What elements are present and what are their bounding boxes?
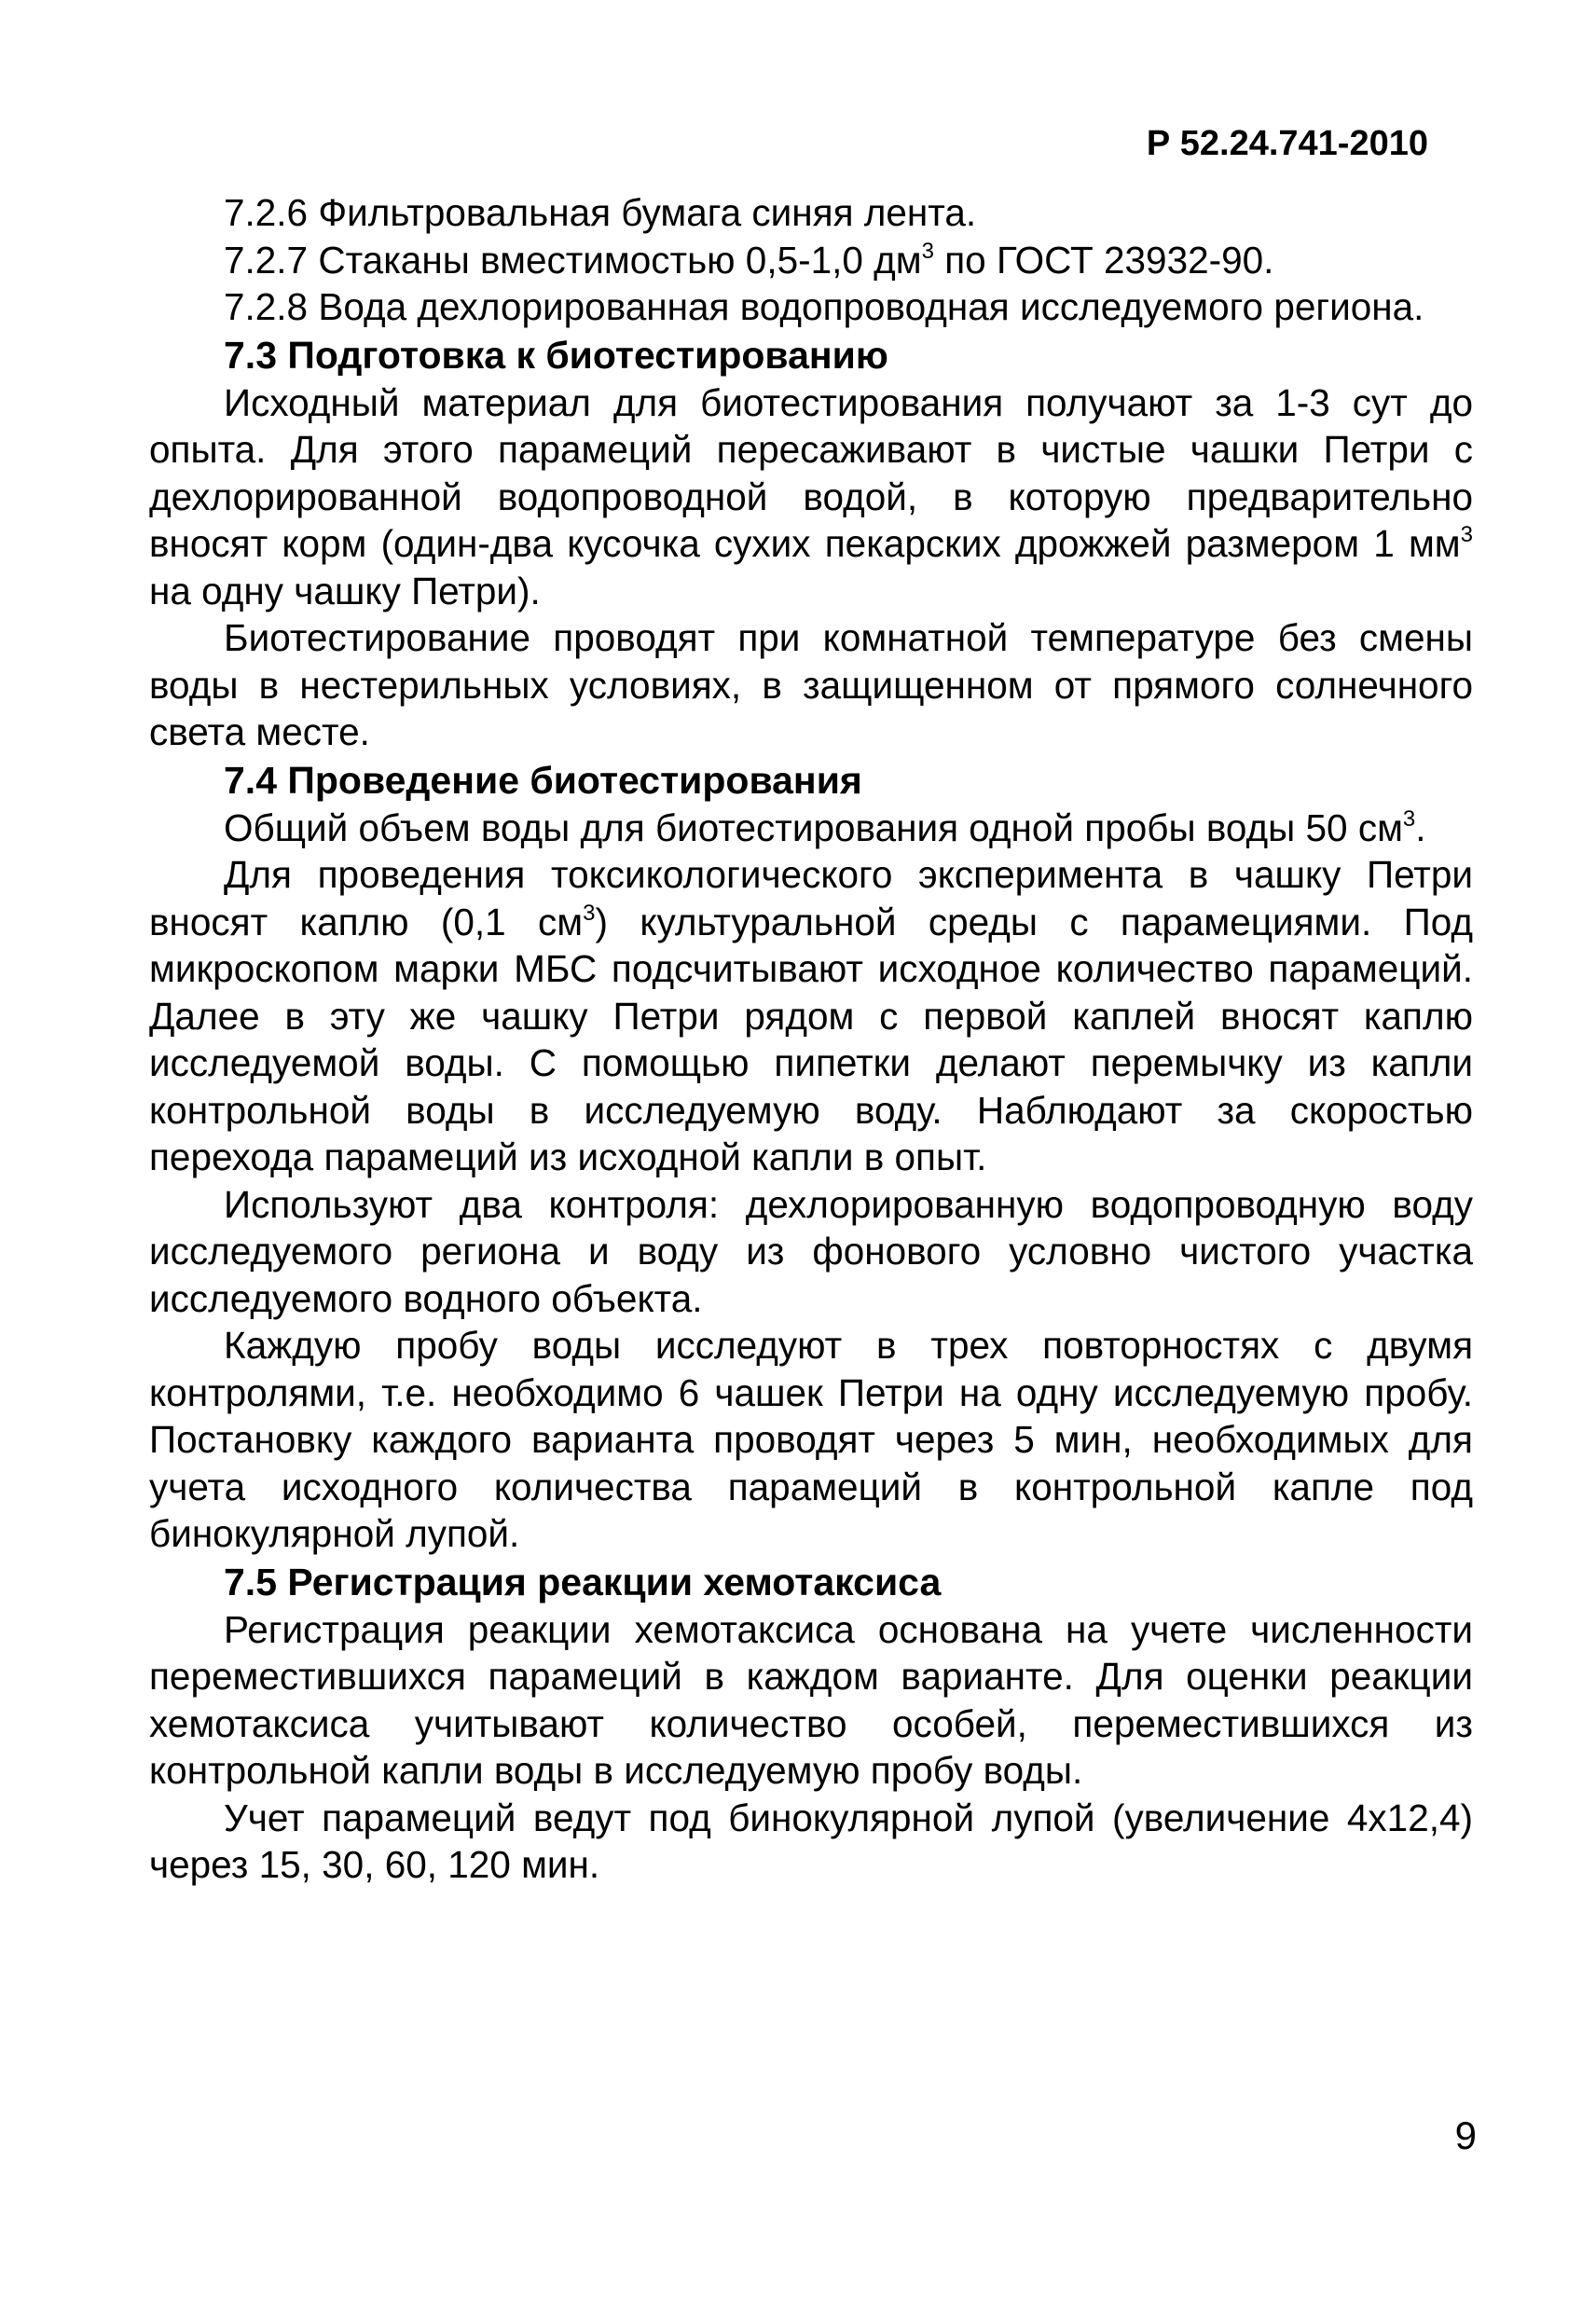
- page-number: 9: [1454, 2113, 1477, 2157]
- item-text: 7.2.7 Стаканы вместимостью 0,5-1,0 дм: [224, 238, 922, 282]
- superscript: 3: [583, 900, 596, 926]
- list-item-7-2-7: [149, 237, 1473, 284]
- item-text-after: по ГОСТ 23932-90.: [933, 238, 1274, 282]
- paragraph: [149, 805, 1473, 852]
- paragraph: Биотестирование проводят при комнатной температуре без смены воды в нестерильных условиях, в защищенном от прямого солнечного света месте.: [149, 616, 1473, 753]
- paragraph: [149, 379, 1473, 615]
- document-code: Р 52.24.741-2010: [1146, 124, 1428, 163]
- section-heading-7-5: 7.5 Регистрация реакции хемотаксиса: [224, 1560, 942, 1603]
- item-text: 7.2.6 Фильтровальная бумага синяя лента.: [224, 191, 977, 234]
- superscript: 3: [921, 238, 934, 264]
- paragraph: Учет парамеций ведут под бинокулярной лупой (увеличение 4x12,4) через 15, 30, 60, 120 мин.: [149, 1796, 1473, 1886]
- document-body: [149, 189, 1473, 1889]
- paragraph-text: Исходный материал для биотестирования получают за 1-3 сут до опыта. Для этого парамеций пересаживают в чистые чашки Петри с дехлорированной водопроводной водой, в которую предварительно вносят корм (один-два кусочка сухих пекарских дрожжей размером 1 мм: [149, 380, 1473, 565]
- section-heading-7-4: 7.4 Проведение биотестирования: [224, 758, 862, 802]
- paragraph-text-after: .: [1415, 805, 1426, 849]
- paragraph: Используют два контроля: дехлорированную водопроводную воду исследуемого региона и воду из фонового условно чистого участка исследуемого водного объекта.: [149, 1182, 1473, 1320]
- paragraph-text-after: на одну чашку Петри).: [149, 569, 541, 612]
- paragraph-text: Для проведения токсикологического эксперимента в чашку Петри вносят каплю (0,1 см: [149, 853, 1473, 943]
- paragraph-text: Общий объем воды для биотестирования одной пробы воды 50 см: [224, 805, 1403, 849]
- list-item-7-2-8: [149, 283, 1473, 331]
- paragraph-text-after: ) культуральной среды с парамециями. Под микроскопом марки МБС подсчитывают исходное количество парамеций. Далее в эту же чашку Петри рядом с первой каплей вносят каплю исследуемой воды. С помощью пипетки делают перемычку из капли контрольной воды в исследуемую воду. Наблюдают за скоростью перехода парамеций из исходной капли в опыт.: [149, 900, 1473, 1178]
- paragraph: Каждую пробу воды исследуют в трех повторностях с двумя контролями, т.е. необходимо 6 чашек Петри на одну исследуемую пробу. Постановку каждого варианта проводят через 5 мин, необходимых для учета исходного количества парамеций в контрольной капле под бинокулярной лупой.: [149, 1324, 1473, 1555]
- section-heading-7-3: 7.3 Подготовка к биотестированию: [224, 333, 888, 377]
- paragraph: Регистрация реакции хемотаксиса основана на учете численности переместившихся парамеций в каждом варианте. Для оценки реакции хемотаксиса учитывают количество особей, переместившихся из контрольной капли воды в исследуемую пробу воды.: [149, 1607, 1473, 1792]
- list-item-7-2-6: [149, 189, 1473, 237]
- superscript: 3: [1402, 805, 1416, 832]
- item-text: 7.2.8 Вода дехлорированная водопроводная исследуемого региона.: [224, 285, 1424, 328]
- superscript: 3: [1460, 522, 1473, 547]
- paragraph: [149, 851, 1473, 1181]
